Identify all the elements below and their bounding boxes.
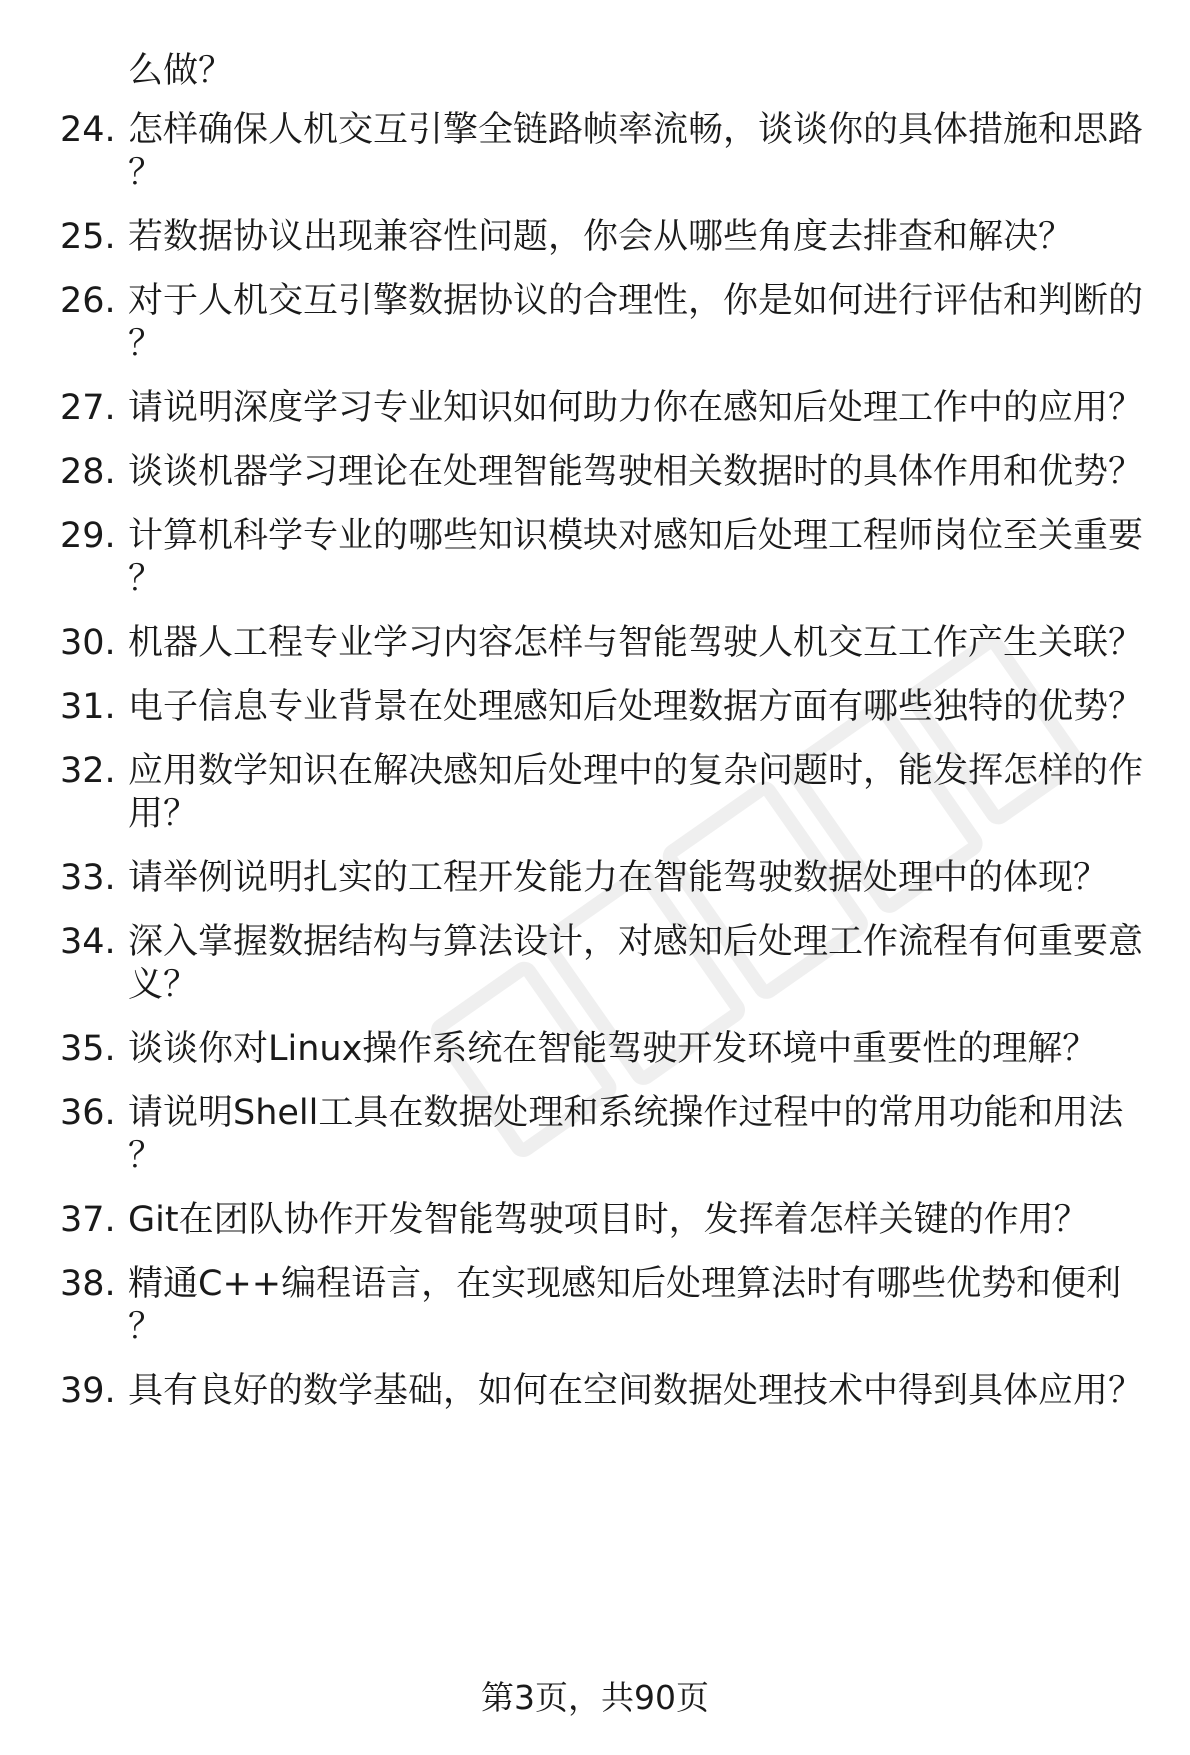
question-item: [60, 622, 1150, 665]
question-text: 请说明深度学习专业知识如何助力你在感知后处理工作中的应用？: [128, 388, 1144, 428]
question-number: 31.: [60, 687, 116, 727]
question-text: 怎样确保人机交互引擎全链路帧率流畅，谈谈你的具体措施和思路？: [128, 110, 1144, 193]
question-number: 29.: [60, 516, 116, 556]
question-number: 37.: [60, 1200, 116, 1240]
question-text: 请举例说明扎实的工程开发能力在智能驾驶数据处理中的体现？: [128, 858, 1109, 898]
question-number: 33.: [60, 858, 116, 898]
question-item: [60, 1028, 1150, 1071]
question-text: 深入掌握数据结构与算法设计，对感知后处理工作流程有何重要意义？: [128, 922, 1144, 1005]
question-item: [60, 280, 1150, 366]
question-number: 32.: [60, 751, 116, 791]
question-text: 精通C++编程语言，在实现感知后处理算法时有哪些优势和便利？: [128, 1264, 1122, 1347]
question-number: 28.: [60, 452, 116, 492]
question-text: 谈谈机器学习理论在处理智能驾驶相关数据时的具体作用和优势？: [128, 452, 1144, 492]
question-item: [60, 750, 1150, 836]
question-number: 27.: [60, 388, 116, 428]
question-number: 38.: [60, 1264, 116, 1304]
question-item: [60, 216, 1150, 259]
question-number: 36.: [60, 1093, 116, 1133]
question-item: [60, 515, 1150, 601]
question-text: 具有良好的数学基础，如何在空间数据处理技术中得到具体应用？: [128, 1371, 1144, 1411]
question-item: [60, 1199, 1150, 1242]
question-number: 25.: [60, 217, 116, 257]
question-item: [60, 921, 1150, 1007]
question-text: 若数据协议出现兼容性问题，你会从哪些角度去排查和解决？: [128, 217, 1074, 257]
question-number: 26.: [60, 281, 116, 321]
question-text: 机器人工程专业学习内容怎样与智能驾驶人机交互工作产生关联？: [128, 623, 1144, 663]
question-text: 应用数学知识在解决感知后处理中的复杂问题时，能发挥怎样的作用？: [128, 751, 1144, 834]
question-text: 电子信息专业背景在处理感知后处理数据方面有哪些独特的优势？: [128, 687, 1144, 727]
question-item: [60, 1092, 1150, 1178]
question-text: 计算机科学专业的哪些知识模块对感知后处理工程师岗位至关重要？: [128, 516, 1144, 599]
question-number: 30.: [60, 623, 116, 663]
question-item: [60, 109, 1150, 195]
question-text: 么做？: [128, 51, 234, 91]
question-text: 谈谈你对Linux操作系统在智能驾驶开发环境中重要性的理解？: [128, 1029, 1098, 1069]
question-number: 35.: [60, 1029, 116, 1069]
question-text: 请说明Shell工具在数据处理和系统操作过程中的常用功能和用法？: [128, 1093, 1124, 1176]
question-text: 对于人机交互引擎数据协议的合理性，你是如何进行评估和判断的？: [128, 281, 1144, 364]
page-number-label: 第3页，共90页: [481, 1678, 709, 1717]
question-number: 34.: [60, 922, 116, 962]
question-item: [60, 1263, 1150, 1349]
question-number: 24.: [60, 110, 116, 150]
question-item: [60, 451, 1150, 494]
question-number: 39.: [60, 1371, 116, 1411]
question-item: [60, 857, 1150, 900]
page-footer: [0, 1678, 1190, 1718]
question-item: [60, 50, 1150, 93]
question-text: Git在团队协作开发智能驾驶项目时，发挥着怎样关键的作用？: [128, 1200, 1089, 1240]
question-list: [60, 50, 1150, 1434]
question-item: [60, 387, 1150, 430]
question-item: [60, 686, 1150, 729]
question-item: [60, 1370, 1150, 1413]
